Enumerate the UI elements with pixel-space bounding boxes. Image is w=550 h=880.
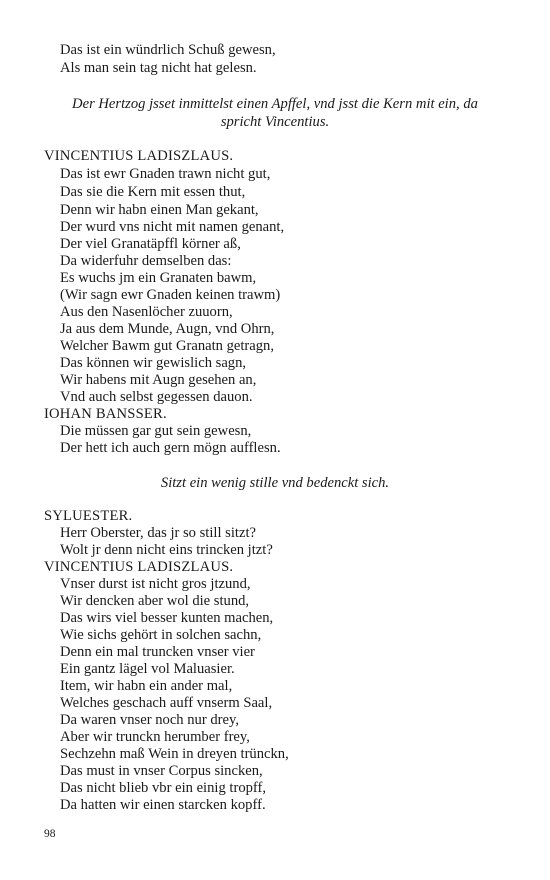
verse-line: Welches geschach auff vnserm Saal, [60, 695, 273, 711]
verse-line: (Wir sagn ewr Gnaden keinen trawm) [60, 287, 281, 303]
verse-line: Der viel Granatäpffl körner aß, [60, 236, 241, 252]
verse-line: Das wirs viel besser kunten machen, [60, 610, 274, 626]
verse-line: Es wuchs jm ein Granaten bawm, [60, 270, 257, 286]
verse-line: Das können wir gewislich sagn, [60, 355, 247, 371]
page-number: 98 [44, 828, 56, 840]
verse-line: Da widerfuhr demselben das: [60, 253, 232, 269]
speaker-name: SYLUESTER. [44, 508, 133, 524]
verse-line: Das ist ein wündrlich Schuß gewesn, [60, 42, 276, 58]
verse-line: Das sie die Kern mit essen thut, [60, 184, 246, 200]
verse-line: Aus den Nasenlöcher zuuorn, [60, 304, 233, 320]
verse-line: Item, wir habn ein ander mal, [60, 678, 233, 694]
verse-line: Sechzehn maß Wein in dreyen trünckn, [60, 746, 289, 762]
verse-line: Wie sichs gehört in solchen sachn, [60, 627, 262, 643]
verse-line: Das must in vnser Corpus sincken, [60, 763, 263, 779]
verse-line: Aber wir trunckn herumber frey, [60, 729, 250, 745]
speaker-name: VINCENTIUS LADISZLAUS. [44, 148, 234, 164]
stage-direction: Der Hertzog jsset inmittelst einen Apffel, vnd jsst die Kern mit ein, da [72, 96, 478, 112]
verse-line: Vnd auch selbst gegessen dauon. [60, 389, 253, 405]
verse-line: Das nicht blieb vbr ein einig tropff, [60, 780, 267, 796]
stage-direction: spricht Vincentius. [220, 114, 330, 130]
verse-line: Der wurd vns nicht mit namen genant, [60, 219, 285, 235]
verse-line: Wir dencken aber wol die stund, [60, 593, 250, 609]
verse-line: Als man sein tag nicht hat gelesn. [60, 60, 257, 76]
verse-line: Herr Oberster, das jr so still sitzt? [60, 525, 256, 541]
verse-line: Denn ein mal truncken vnser vier [60, 644, 255, 660]
verse-line: Der hett ich auch gern mögn aufflesn. [60, 440, 281, 456]
verse-line: Denn wir habn einen Man gekant, [60, 202, 259, 218]
verse-line: Da waren vnser noch nur drey, [60, 712, 239, 728]
verse-line: Das ist ewr Gnaden trawn nicht gut, [60, 166, 271, 182]
verse-line: Welcher Bawm gut Granatn getragn, [60, 338, 275, 354]
speaker-name: IOHAN BANSSER. [44, 406, 167, 422]
verse-line: Ein gantz lägel vol Maluasier. [60, 661, 235, 677]
verse-line: Wolt jr denn nicht eins trincken jtzt? [60, 542, 273, 558]
verse-line: Die müssen gar gut sein gewesn, [60, 423, 252, 439]
speaker-name: VINCENTIUS LADISZLAUS. [44, 559, 234, 575]
verse-line: Wir habens mit Augn gesehen an, [60, 372, 257, 388]
stage-direction: Sitzt ein wenig stille vnd bedenckt sich. [160, 475, 390, 491]
verse-line: Da hatten wir einen starcken kopff. [60, 797, 266, 813]
verse-line: Vnser durst ist nicht gros jtzund, [60, 576, 251, 592]
verse-line: Ja aus dem Munde, Augn, vnd Ohrn, [60, 321, 275, 337]
